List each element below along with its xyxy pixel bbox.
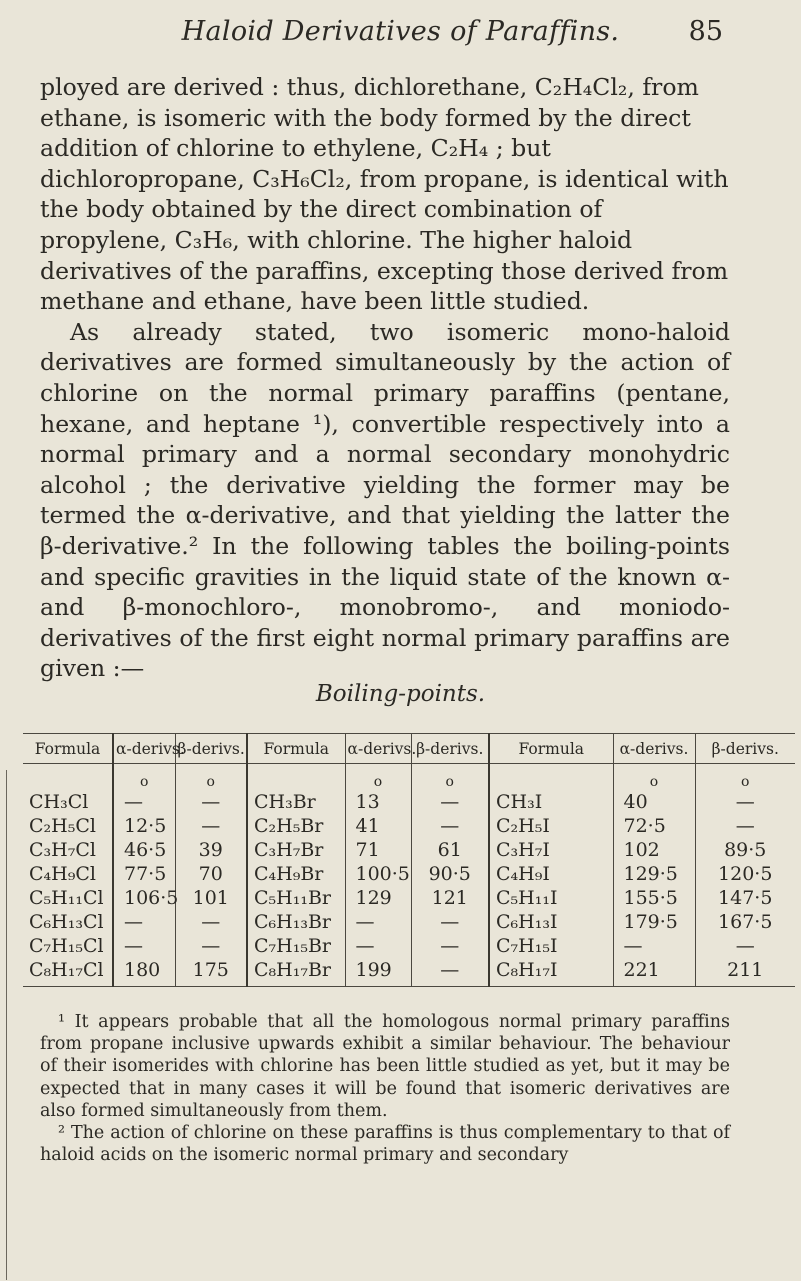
degree-cell: o xyxy=(613,764,695,791)
alpha-value-cell: — xyxy=(113,910,175,934)
header-formula: Formula xyxy=(23,734,113,764)
running-title: Haloid Derivatives of Paraffins. xyxy=(181,16,620,47)
beta-value-cell: 101 xyxy=(175,886,247,910)
formula-cell: C₃H₇Cl xyxy=(29,839,96,861)
paragraph-2: As already stated, two isomeric mono-haloid derivatives are formed simultaneously by the action of chlorine on the normal primary paraffins (pentane, hexane, and heptane ¹), convertible respectively into a normal primary and a normal secondary monohydric alcohol ; the derivative yielding the former may be termed the α-derivative, and that yielding the latter the β-derivative.² In the following tables the boiling-points and specific gravities in the liquid state of the known α- and β-monochloro-, monobromo-, and moniodo-derivatives of the first eight normal primary paraffins are given :— xyxy=(40,317,730,683)
degree-cell xyxy=(23,764,113,791)
beta-value-cell: — xyxy=(175,790,247,814)
formula-cell: C₇H₁₅Br xyxy=(247,934,345,958)
alpha-value-cell: — xyxy=(345,910,411,934)
degree-cell: o xyxy=(175,764,247,791)
formula-cell: C₆H₁₃Cl xyxy=(29,911,104,933)
beta-value-cell: 70 xyxy=(175,862,247,886)
alpha-value-cell: 71 xyxy=(345,838,411,862)
alpha-value-cell: 129·5 xyxy=(613,862,695,886)
formula-cell: C₂H₅I xyxy=(489,814,613,838)
table-title: Boiling-points. xyxy=(315,681,486,707)
beta-value-cell: 120·5 xyxy=(695,862,795,886)
alpha-value-cell: 199 xyxy=(345,958,411,987)
beta-value-cell: 147·5 xyxy=(695,886,795,910)
formula-cell: C₈H₁₇I xyxy=(489,958,613,987)
header-alpha: α-derivs. xyxy=(613,734,695,764)
alpha-value-cell: 72·5 xyxy=(613,814,695,838)
degree-cell xyxy=(247,764,345,791)
formula-cell: C₄H₉Cl xyxy=(29,863,96,885)
table-row xyxy=(23,838,795,862)
table-row xyxy=(23,814,795,838)
footnote-1: ¹ It appears probable that all the homologous normal primary paraffins from propane inclusive upwards exhibit a similar behaviour. The behaviour of their isomerides with chlorine has been little studied as yet, but it may be expected that in many cases it will be found that isomeric derivatives are also formed simultaneously from them. xyxy=(40,1012,730,1121)
alpha-value-cell: — xyxy=(613,934,695,958)
formula-cell: CH₃Br xyxy=(247,790,345,814)
header-formula: Formula xyxy=(247,734,345,764)
formula-cell: C₇H₁₅Cl xyxy=(29,935,104,957)
alpha-value-cell: 41 xyxy=(345,814,411,838)
beta-value-cell: — xyxy=(411,958,489,987)
table-row xyxy=(23,934,795,958)
beta-value-cell: 90·5 xyxy=(411,862,489,886)
formula-cell: C₆H₁₃I xyxy=(489,910,613,934)
table-row xyxy=(23,886,795,910)
page-number: 85 xyxy=(688,16,723,47)
degree-row xyxy=(23,764,795,791)
beta-value-cell: 61 xyxy=(411,838,489,862)
formula-cell: C₅H₁₁Br xyxy=(247,886,345,910)
formula-cell: C₈H₁₇Br xyxy=(247,958,345,987)
alpha-value-cell: — xyxy=(345,934,411,958)
table-body xyxy=(23,764,795,987)
formula-cell: C₄H₉I xyxy=(489,862,613,886)
formula-cell: C₄H₉Br xyxy=(247,862,345,886)
beta-value-cell: 121 xyxy=(411,886,489,910)
alpha-value-cell: 77·5 xyxy=(113,862,175,886)
beta-value-cell: 167·5 xyxy=(695,910,795,934)
alpha-value-cell: — xyxy=(113,934,175,958)
beta-value-cell: — xyxy=(695,790,795,814)
beta-value-cell: 39 xyxy=(175,838,247,862)
header-alpha: α-derivs. xyxy=(113,734,175,764)
footnote-2: ² The action of chlorine on these paraffins is thus complementary to that of haloid acids on the isomeric normal primary and secondary xyxy=(40,1123,730,1166)
beta-value-cell: — xyxy=(411,934,489,958)
alpha-value-cell: 179·5 xyxy=(613,910,695,934)
footnotes xyxy=(40,1011,730,1166)
table-header-row xyxy=(23,734,795,764)
header-formula: Formula xyxy=(489,734,613,764)
table-row xyxy=(23,958,795,987)
formula-cell: CH₃I xyxy=(489,790,613,814)
beta-value-cell: — xyxy=(175,934,247,958)
beta-value-cell: 175 xyxy=(175,958,247,987)
beta-value-cell: 89·5 xyxy=(695,838,795,862)
beta-value-cell: — xyxy=(175,910,247,934)
formula-cell: C₅H₁₁Cl xyxy=(29,887,104,909)
formula-cell: C₆H₁₃Br xyxy=(247,910,345,934)
degree-cell: o xyxy=(345,764,411,791)
degree-cell xyxy=(489,764,613,791)
formula-cell: C₅H₁₁I xyxy=(489,886,613,910)
formula-cell: C₃H₇Br xyxy=(247,838,345,862)
body-text xyxy=(40,72,730,684)
beta-value-cell: — xyxy=(175,814,247,838)
alpha-value-cell: 100·5 xyxy=(345,862,411,886)
formula-cell: C₇H₁₅I xyxy=(489,934,613,958)
alpha-value-cell: 155·5 xyxy=(613,886,695,910)
formula-cell: C₂H₅Cl xyxy=(29,815,96,837)
alpha-value-cell: 12·5 xyxy=(113,814,175,838)
table-row xyxy=(23,790,795,814)
degree-cell: o xyxy=(695,764,795,791)
beta-value-cell: — xyxy=(411,910,489,934)
alpha-value-cell: 129 xyxy=(345,886,411,910)
degree-cell: o xyxy=(113,764,175,791)
header-beta: β-derivs. xyxy=(695,734,795,764)
alpha-value-cell: 106·5 xyxy=(113,886,175,910)
alpha-value-cell: 180 xyxy=(113,958,175,987)
alpha-value-cell: — xyxy=(113,790,175,814)
formula-cell: C₃H₇I xyxy=(489,838,613,862)
alpha-value-cell: 40 xyxy=(613,790,695,814)
alpha-value-cell: 46·5 xyxy=(113,838,175,862)
beta-value-cell: — xyxy=(411,790,489,814)
page-header xyxy=(0,16,801,56)
paragraph-1: ployed are derived : thus, dichlorethane, C₂H₄Cl₂, from ethane, is isomeric with the body formed by the direct addition of chlorine to ethylene, C₂H₄ ; but dichloropropane, C₃H₆Cl₂, from propane, is identical with the body obtained by the direct combination of propylene, C₃H₆, with chlorine. The higher haloid derivatives of the paraffins, excepting those derived from methane and ethane, have been little studied. xyxy=(40,73,729,316)
beta-value-cell: — xyxy=(695,934,795,958)
beta-value-cell: — xyxy=(695,814,795,838)
header-alpha: α-derivs. xyxy=(345,734,411,764)
header-beta: β-derivs. xyxy=(175,734,247,764)
boiling-points-table xyxy=(23,733,795,987)
page-edge-line xyxy=(6,770,7,1280)
beta-value-cell: — xyxy=(411,814,489,838)
formula-cell: CH₃Cl xyxy=(29,791,89,813)
alpha-value-cell: 13 xyxy=(345,790,411,814)
header-beta: β-derivs. xyxy=(411,734,489,764)
alpha-value-cell: 102 xyxy=(613,838,695,862)
beta-value-cell: 211 xyxy=(695,958,795,987)
formula-cell: C₂H₅Br xyxy=(247,814,345,838)
formula-cell: C₈H₁₇Cl xyxy=(23,958,113,987)
alpha-value-cell: 221 xyxy=(613,958,695,987)
table-row xyxy=(23,910,795,934)
table-row xyxy=(23,862,795,886)
degree-cell: o xyxy=(411,764,489,791)
